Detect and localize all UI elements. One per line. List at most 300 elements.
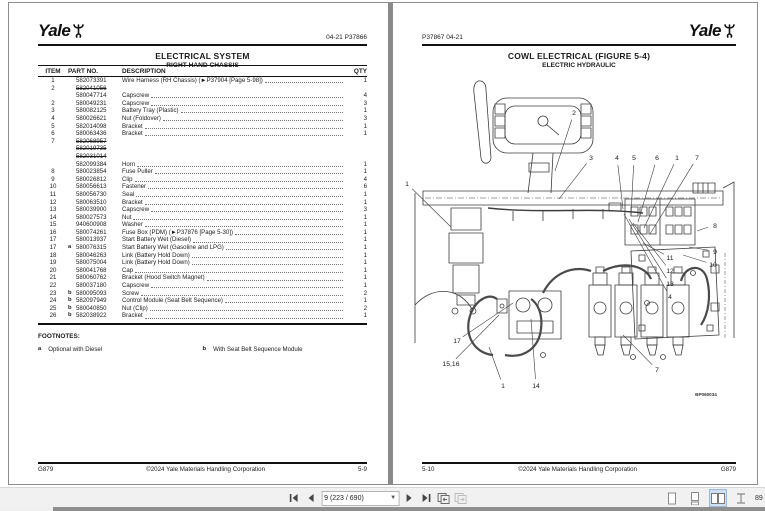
cell-part-no	[68, 107, 122, 115]
callout-leader-line	[412, 189, 451, 227]
footnote-prefix: b	[68, 312, 72, 319]
dotted-leader	[135, 267, 343, 273]
callout-label: 4	[668, 294, 672, 301]
single-page-layout-button[interactable]	[663, 489, 681, 507]
footnotes	[38, 346, 367, 353]
dotted-leader	[193, 236, 343, 242]
cell-qty: 3	[363, 114, 367, 122]
cell-part-no	[68, 267, 122, 275]
yale-logo-text: Yale	[38, 21, 71, 40]
part-number: 582038922	[76, 312, 107, 320]
footnote-prefix	[68, 221, 76, 229]
footnote-prefix	[68, 252, 76, 260]
right-page-doc-code: P37867 04-21	[422, 34, 463, 41]
facing-pages-layout-button[interactable]	[709, 489, 727, 507]
callout-leader-line	[456, 315, 499, 359]
cell-item: 23	[49, 289, 57, 297]
description-text: Clip	[122, 175, 133, 183]
dotted-leader	[148, 183, 343, 189]
cell-part-no	[68, 168, 122, 176]
part-number: 580075004	[76, 259, 107, 267]
part-number: 580026812	[76, 175, 107, 183]
cell-qty: 1	[363, 168, 367, 176]
right-page-subtitle: ELECTRIC HYDRAULIC	[542, 62, 616, 69]
table-row	[38, 290, 367, 298]
table-row	[38, 297, 367, 305]
col-header-description: DESCRIPTION	[122, 67, 166, 75]
footnote	[203, 346, 368, 353]
part-number: 580047714	[76, 92, 107, 100]
cell-item	[38, 145, 68, 153]
callout-leader-line	[644, 164, 674, 228]
cell-item: 2	[51, 99, 55, 107]
cell-item: 21	[49, 274, 57, 282]
cell-description	[122, 85, 345, 93]
footnote-prefix	[68, 77, 76, 85]
footnote-prefix: b	[68, 304, 72, 311]
cell-item: 12	[49, 198, 57, 206]
callout-label: 8	[713, 223, 717, 230]
callout-label: 12	[666, 268, 674, 275]
zoom-level-text[interactable]: 89	[755, 494, 763, 502]
callout-leader-line	[638, 165, 655, 222]
cell-item: 6	[51, 130, 55, 138]
description-text: Capscrew	[122, 92, 150, 100]
table-row	[38, 100, 367, 108]
col-header-part: PART NO.	[68, 67, 99, 75]
description-text: Link (Battery Hold Down)	[122, 251, 190, 259]
previous-page-button[interactable]	[304, 491, 318, 505]
callout-label: 7	[655, 367, 659, 374]
yale-logo	[38, 21, 85, 41]
page-left-5-9	[8, 2, 389, 485]
dotted-leader	[137, 161, 343, 167]
footnote-prefix	[68, 206, 76, 214]
footnote-prefix	[68, 138, 76, 146]
table-row	[38, 244, 367, 252]
footer-center: ©2024 Yale Materials Handling Corporation	[518, 466, 638, 473]
header-rule	[38, 44, 367, 46]
callout-label: 6	[655, 155, 659, 162]
part-number: 582099384	[76, 160, 107, 168]
cell-part-no	[68, 312, 122, 320]
dotted-leader	[135, 176, 344, 182]
part-number: 580063510	[76, 198, 107, 206]
footer-center: ©2024 Yale Materials Handling Corporation	[146, 466, 266, 473]
footnote-prefix	[68, 130, 76, 138]
callout-leader-line	[555, 120, 572, 171]
callout-leader-line	[631, 165, 634, 216]
last-page-icon	[421, 493, 432, 503]
cell-part-no	[68, 115, 122, 123]
cell-item: 19	[49, 259, 57, 267]
table-row	[38, 115, 367, 123]
cell-qty	[345, 145, 367, 153]
footer-rule	[38, 462, 367, 464]
cell-description	[122, 236, 345, 244]
cell-item: 11	[49, 190, 57, 198]
part-number: 580039900	[76, 206, 107, 214]
parts-table-header	[38, 65, 367, 77]
table-row	[38, 214, 367, 222]
callout-label: 9	[713, 249, 717, 256]
cell-description	[122, 168, 345, 176]
callout-label: 2	[572, 110, 576, 117]
table-row	[38, 236, 367, 244]
callout-label: 13	[666, 281, 674, 288]
part-number: 580076315	[76, 244, 107, 252]
parts-table-body	[38, 77, 367, 320]
cell-item	[38, 92, 68, 100]
cell-part-no	[68, 282, 122, 290]
cell-qty: 1	[363, 266, 367, 274]
cell-description	[122, 305, 345, 313]
part-number: 940600908	[76, 221, 107, 229]
footnote-prefix	[68, 229, 76, 237]
cell-item: 8	[51, 168, 55, 176]
continuous-page-icon	[690, 492, 700, 505]
table-row	[38, 153, 367, 161]
cell-part-no	[68, 305, 122, 313]
cell-item: 9	[51, 175, 55, 183]
description-text: Nut (Clip)	[122, 304, 148, 312]
part-number: 580013937	[76, 236, 107, 244]
last-page-button[interactable]	[419, 491, 433, 505]
yale-logo-mark-icon	[72, 24, 85, 38]
table-row	[38, 176, 367, 184]
cell-description	[122, 100, 345, 108]
footnote-prefix	[68, 161, 76, 169]
cell-description	[122, 244, 345, 252]
callout-leader-line	[489, 347, 501, 379]
diagram-artwork	[415, 81, 734, 360]
dotted-leader	[151, 206, 343, 212]
cell-description	[122, 191, 345, 199]
cell-item: 1	[51, 77, 55, 84]
callout-label: 3	[589, 155, 593, 162]
table-row	[38, 77, 367, 85]
cell-item: 13	[49, 206, 57, 214]
dotted-leader	[192, 259, 343, 265]
description-text: Capscrew	[122, 206, 150, 214]
col-header-item: ITEM	[45, 67, 61, 75]
fit-page-layout-button[interactable]	[732, 489, 750, 507]
dotted-leader	[163, 115, 343, 121]
cell-part-no	[68, 130, 122, 138]
table-row	[38, 259, 367, 267]
cell-item: 3	[51, 107, 55, 115]
footnote-prefix	[68, 267, 76, 275]
part-number: 580082125	[76, 107, 107, 115]
part-number: 580095093	[76, 289, 107, 297]
cell-qty: 1	[363, 282, 367, 290]
table-bottom-rule	[38, 323, 367, 325]
cell-part-no	[68, 77, 122, 85]
part-number: 582031014	[76, 152, 107, 160]
footnote-prefix	[68, 153, 76, 161]
table-row	[38, 199, 367, 207]
footnote-prefix	[68, 199, 76, 207]
next-page-icon	[405, 493, 414, 503]
table-row	[38, 282, 367, 290]
cell-description	[122, 130, 345, 138]
table-row	[38, 183, 367, 191]
next-view-icon	[454, 492, 467, 504]
cell-qty: 1	[363, 259, 367, 267]
cell-part-no	[68, 214, 122, 222]
cell-item: 14	[49, 213, 57, 221]
cell-qty: 1	[363, 160, 367, 168]
footnote	[38, 346, 203, 353]
dotted-leader	[207, 274, 343, 280]
footnote-key: b	[202, 346, 207, 352]
yale-logo-text: Yale	[688, 21, 721, 40]
cell-part-no	[68, 221, 122, 229]
cell-qty: 4	[363, 175, 367, 183]
cell-item: 22	[49, 282, 57, 290]
cell-item: 17	[49, 244, 57, 252]
cell-qty: 1	[363, 190, 367, 198]
dotted-leader	[235, 229, 343, 235]
figure-code: BP060034	[695, 392, 717, 397]
cell-qty: 1	[363, 251, 367, 259]
viewer-toolbar	[0, 487, 765, 508]
callout-label: 1	[501, 383, 505, 390]
cell-qty: 1	[363, 274, 367, 282]
footer-rule	[422, 462, 736, 464]
part-number: 580074261	[76, 228, 107, 236]
page-number-input[interactable]	[321, 491, 399, 506]
table-row	[38, 274, 367, 282]
first-page-button[interactable]	[287, 491, 301, 505]
cell-qty	[345, 138, 367, 146]
dotted-leader	[145, 130, 343, 136]
callout-leader-line	[623, 335, 652, 365]
part-number: 580026621	[76, 114, 107, 122]
cell-description	[122, 252, 345, 260]
next-view-button[interactable]	[453, 491, 467, 505]
cell-item: 25	[49, 304, 57, 312]
footnote-prefix	[68, 183, 76, 191]
description-text: Fuse Box (PDM) (►P37876 [Page 5-30])	[122, 228, 234, 236]
cell-qty: 1	[363, 312, 367, 320]
cell-item: 2	[51, 84, 55, 92]
footnote-prefix	[68, 115, 76, 123]
footnote-prefix	[68, 274, 76, 282]
single-page-icon	[667, 492, 677, 505]
description-text: Capscrew	[122, 99, 150, 107]
cell-description	[122, 176, 345, 184]
description-text: Bracket	[122, 198, 143, 206]
part-number: 582073391	[76, 77, 107, 84]
footer-left: 5-10	[422, 466, 435, 473]
cell-description	[122, 107, 345, 115]
table-row	[38, 85, 367, 93]
parts-table	[38, 65, 367, 353]
cell-item: 26	[49, 312, 57, 320]
cell-description	[122, 282, 345, 290]
description-text: Nut	[122, 213, 132, 221]
callout-label: 15,16	[442, 361, 460, 368]
cell-part-no	[68, 176, 122, 184]
table-row	[38, 229, 367, 237]
cell-qty: 1	[363, 236, 367, 244]
description-text: Fuse Puller	[122, 168, 153, 176]
cell-description	[122, 161, 345, 169]
dotted-leader	[151, 92, 343, 98]
part-number: 580046263	[76, 251, 107, 259]
cell-part-no	[68, 229, 122, 237]
table-row	[38, 92, 367, 100]
cell-qty: 1	[363, 297, 367, 305]
table-row	[38, 130, 367, 138]
description-text: Link (Battery Hold Down)	[122, 259, 190, 267]
description-text: Screw	[122, 289, 139, 297]
horizontal-scrollbar-thumb[interactable]	[53, 507, 765, 511]
table-row	[38, 252, 367, 260]
cell-part-no	[68, 123, 122, 131]
cell-item: 18	[49, 251, 57, 259]
dotted-leader	[145, 199, 343, 205]
cell-qty: 1	[363, 77, 367, 84]
dotted-leader	[145, 221, 343, 227]
cell-description	[122, 274, 345, 282]
cell-part-no	[68, 138, 122, 146]
cell-item: 20	[49, 266, 57, 274]
table-row	[38, 221, 367, 229]
footnote-prefix	[68, 107, 76, 115]
part-number: 580040850	[76, 304, 107, 312]
cell-qty: 1	[363, 122, 367, 130]
description-text: Seal	[122, 190, 135, 198]
cell-qty: 2	[363, 304, 367, 312]
cell-qty: 1	[363, 221, 367, 229]
horizontal-scrollbar[interactable]	[0, 507, 765, 511]
page-number-value: 9 (223 / 690)	[324, 494, 364, 502]
cell-description	[122, 77, 345, 85]
footnote-prefix	[68, 282, 76, 290]
callout-label: 14	[532, 383, 540, 390]
cell-description	[122, 259, 345, 267]
cell-item: 4	[51, 114, 55, 122]
cell-part-no	[68, 199, 122, 207]
cell-part-no	[68, 85, 122, 93]
table-row	[38, 107, 367, 115]
table-row	[38, 161, 367, 169]
footnote-prefix: a	[68, 244, 72, 251]
footnote-text: With Seat Belt Sequence Module	[213, 346, 303, 353]
callout-label: 7	[695, 155, 699, 162]
part-number: 580041768	[76, 266, 107, 274]
cell-description	[122, 312, 345, 320]
cell-item: 16	[49, 228, 57, 236]
right-page-footer	[422, 459, 736, 473]
continuous-layout-button[interactable]	[686, 489, 704, 507]
part-number: 580049231	[76, 99, 107, 107]
cell-item: 10	[49, 183, 57, 191]
cell-description	[122, 145, 345, 153]
description-text: Wire Harness (RH Chassis) (►P37904 [Page 5-98])	[122, 77, 263, 84]
description-text: Control Module (Seat Belt Sequence)	[122, 297, 223, 305]
cell-description	[122, 138, 345, 146]
callout-label: 4	[615, 155, 619, 162]
dotted-leader	[225, 297, 343, 303]
cell-part-no	[68, 153, 122, 161]
footnote-prefix	[68, 259, 76, 267]
dotted-leader	[181, 107, 343, 113]
cell-part-no	[68, 206, 122, 214]
cell-item	[38, 161, 68, 169]
cell-item: 7	[51, 137, 55, 145]
cell-description	[122, 290, 345, 298]
footnote-prefix	[68, 145, 76, 153]
footnote-prefix	[68, 214, 76, 222]
first-page-icon	[289, 493, 300, 503]
previous-page-icon	[307, 493, 316, 503]
dotted-leader	[145, 123, 343, 129]
footnote-prefix	[68, 236, 76, 244]
footnote-prefix	[68, 176, 76, 184]
footnote-prefix	[68, 100, 76, 108]
cell-qty: 1	[363, 213, 367, 221]
cell-item: 17	[49, 236, 57, 244]
dotted-leader	[136, 191, 343, 197]
page-dropdown-arrow-icon[interactable]: ▼	[390, 495, 397, 501]
cell-part-no	[68, 259, 122, 267]
right-page-title: COWL ELECTRICAL (FIGURE 5-4)	[507, 51, 651, 61]
description-text: Cap	[122, 266, 134, 274]
next-page-button[interactable]	[402, 491, 416, 505]
callout-label: 1	[405, 181, 409, 188]
footer-left: G879	[38, 466, 54, 473]
cell-item: 15	[49, 221, 57, 229]
dotted-leader	[150, 305, 343, 311]
footnote-prefix: b	[68, 297, 72, 304]
callout-label: 11	[666, 255, 674, 262]
callout-label: 1	[675, 155, 679, 162]
description-text: Battery Tray (Plastic)	[122, 107, 179, 115]
cell-part-no	[68, 297, 122, 305]
part-number: 580027573	[76, 213, 107, 221]
previous-view-button[interactable]	[436, 491, 450, 505]
cell-qty	[345, 85, 367, 93]
left-page-subtitle: RIGHT HAND CHASSIS	[166, 62, 239, 69]
cell-qty: 3	[363, 206, 367, 214]
cell-qty	[345, 153, 367, 161]
dotted-leader	[151, 100, 343, 106]
description-text: Capscrew	[122, 282, 150, 290]
callout-leader-line	[559, 163, 587, 199]
cell-part-no	[68, 244, 122, 252]
description-text: Fastener	[122, 183, 147, 191]
cell-part-no	[68, 92, 122, 100]
table-row	[38, 267, 367, 275]
cell-qty: 3	[363, 99, 367, 107]
cell-qty: 1	[363, 107, 367, 115]
footer-right: 5-9	[358, 466, 367, 473]
cell-qty: 1	[363, 228, 367, 236]
part-number: 582014098	[76, 122, 107, 130]
cell-description	[122, 153, 345, 161]
cell-item	[38, 153, 68, 161]
col-header-qty: QTY	[353, 67, 367, 75]
callout-leader-line	[633, 223, 666, 265]
cell-qty: 1	[363, 244, 367, 252]
table-row	[38, 305, 367, 313]
callout-label: 17	[453, 338, 461, 345]
dotted-leader	[192, 252, 343, 258]
part-number: 582097949	[76, 297, 107, 305]
